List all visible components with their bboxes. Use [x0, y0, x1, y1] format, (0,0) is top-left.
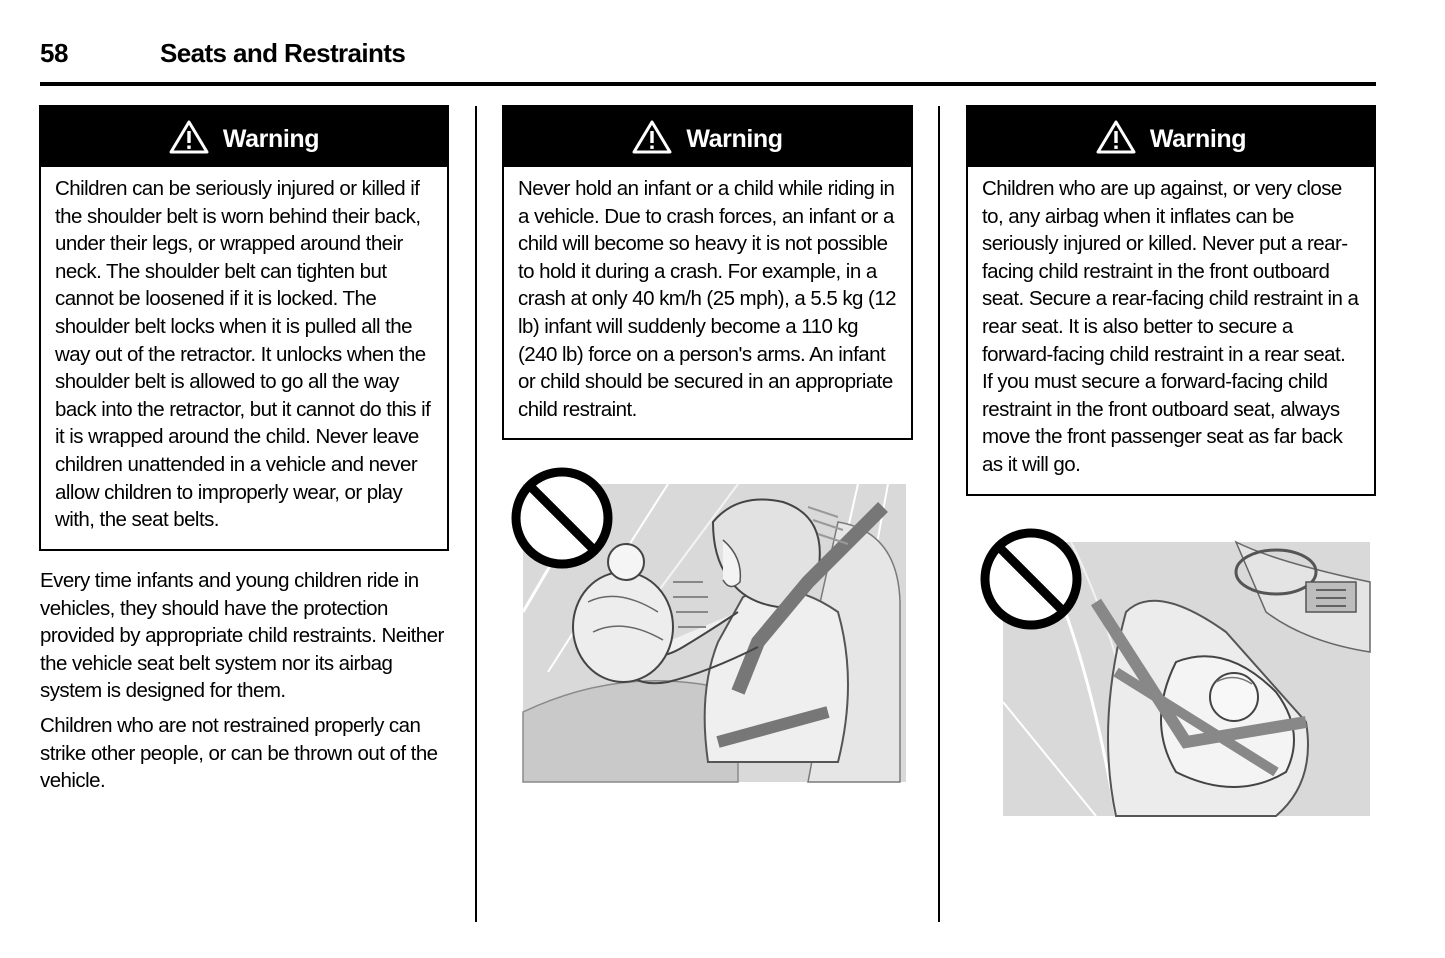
section-title: Seats and Restraints: [160, 38, 406, 68]
illustration-holding-infant: [508, 462, 908, 784]
warning-text: Children can be seriously injured or killed if the shoulder belt is worn behind their back, under their legs, or wrapped around their neck. The shoulder belt can tighten but cannot be loosened if it is locked. The shoulder belt locks when it is pulled all the way out of the retractor. It unlocks when the shoulder belt is allowed to go all the way back into the retractor, but it cannot do this if it is wrapped around the child. Never leave children unattended in a vehicle and never allow children to improperly wear, or play with, the seat belts.: [55, 177, 431, 532]
warning-box-holding-infant: [502, 105, 913, 440]
illustration-rear-facing-seat-art: [976, 522, 1372, 818]
warning-triangle-icon: [632, 120, 672, 154]
prohibited-icon: [516, 472, 608, 564]
page-number: 58: [40, 38, 68, 68]
warning-box-airbag: [966, 105, 1376, 496]
column-divider: [475, 106, 477, 922]
warning-box-shoulder-belt: [39, 105, 449, 551]
warning-triangle-icon: [169, 120, 209, 154]
body-paragraph: Every time infants and young children ride in vehicles, they should have the protection provided by appropriate child restraints. Neither the vehicle seat belt system nor its airbag system is designed for them.: [40, 569, 444, 703]
illustration-holding-infant-art: [508, 462, 908, 784]
warning-header: [504, 107, 911, 167]
prohibited-icon: [985, 533, 1077, 625]
warning-label: Warning: [1149, 124, 1247, 153]
warning-text: Children who are up against, or very close to, any airbag when it inflates can be seriously injured or killed. Never put a rear-facing child restraint in the front outboard seat. Secure a rear-facing child restraint in a rear seat. It is also better to secure a forward-facing child restraint in a rear seat. If you must secure a forward-facing child restraint in the front outboard seat, always move the front passenger seat as far back as it will go.: [982, 177, 1359, 476]
warning-label: Warning: [222, 124, 320, 153]
page-header: [40, 36, 1376, 86]
column-divider: [938, 106, 940, 922]
warning-text: Never hold an infant or a child while riding in a vehicle. Due to crash forces, an infant or a child will become so heavy it is not possible to hold it during a crash. For example, in a crash at only 40 km/h (25 mph), a 5.5 kg (12 lb) infant will suddenly become a 110 kg (240 lb) force on a person's arms. An infant or child should be secured in an appropriate child restraint.: [518, 177, 897, 421]
warning-triangle-icon: [1096, 120, 1136, 154]
body-paragraph: Children who are not restrained properly can strike other people, or can be thrown out of the vehicle.: [40, 714, 438, 793]
warning-label: Warning: [686, 124, 783, 153]
illustration-rear-facing-seat: [976, 522, 1372, 818]
warning-header: [41, 107, 447, 167]
warning-header: [968, 107, 1374, 167]
